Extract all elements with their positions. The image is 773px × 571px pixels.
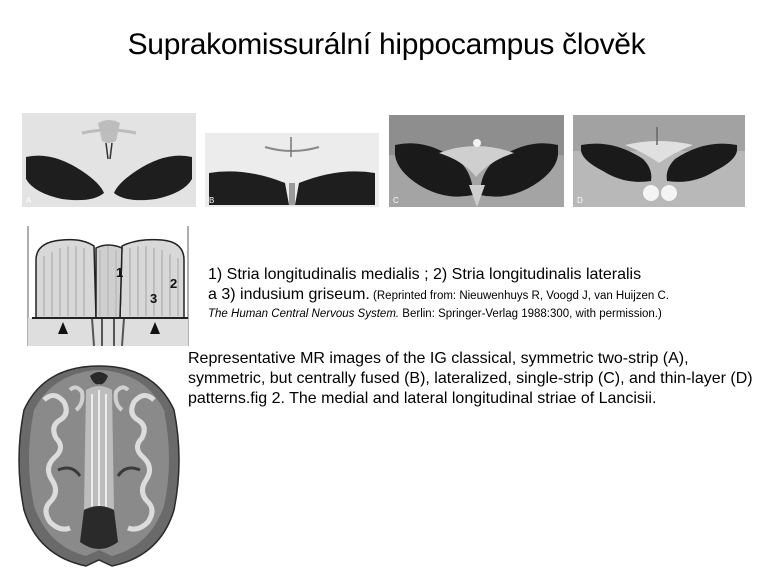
- diagram-label-1: 1: [116, 265, 124, 280]
- caption1-line3: [208, 306, 768, 322]
- caption1-book-title: The Human Central Nervous System.: [208, 308, 400, 320]
- diagram-label-2: 2: [170, 276, 178, 291]
- mr-image-a: [22, 113, 196, 207]
- caption1-reference-end: Berlin: Springer-Verlag 1988:300, with permission.): [399, 308, 662, 320]
- diagram-caption: [208, 265, 768, 322]
- diagram-label-3: 3: [150, 291, 158, 306]
- corpus-callosum-diagram: [22, 226, 194, 346]
- panel-letter-b: B: [209, 196, 215, 205]
- caption1-line2: [208, 285, 768, 306]
- mr-image-c: [389, 115, 564, 207]
- panel-letter-a: A: [26, 196, 32, 205]
- caption1-reference-start: (Reprinted from: Nieuwenhuys R, Voogd J, van Huijzen C.: [369, 290, 669, 302]
- mr-image-d: [573, 115, 745, 207]
- panel-letter-d: D: [577, 196, 583, 205]
- brain-section-illustration: [14, 360, 184, 570]
- mr-caption: [188, 349, 763, 409]
- slide-title: Suprakomissurální hippocampus člověk: [127, 28, 646, 61]
- caption1-line2-main: a 3) indusium griseum.: [208, 286, 370, 303]
- mr-image-b: [205, 133, 379, 207]
- mr-caption-text: Representative MR images of the IG classical, symmetric two-strip (A), symmetric, but centrally fused (B), lateralized, single-strip (C), and thin-layer (D) patterns.fig 2. The medial and lateral longitudinal striae of Lancisii.: [188, 350, 753, 407]
- caption1-line1: 1) Stria longitudinalis medialis ; 2) Stria longitudinalis lateralis: [208, 266, 642, 283]
- panel-letter-c: C: [393, 196, 399, 205]
